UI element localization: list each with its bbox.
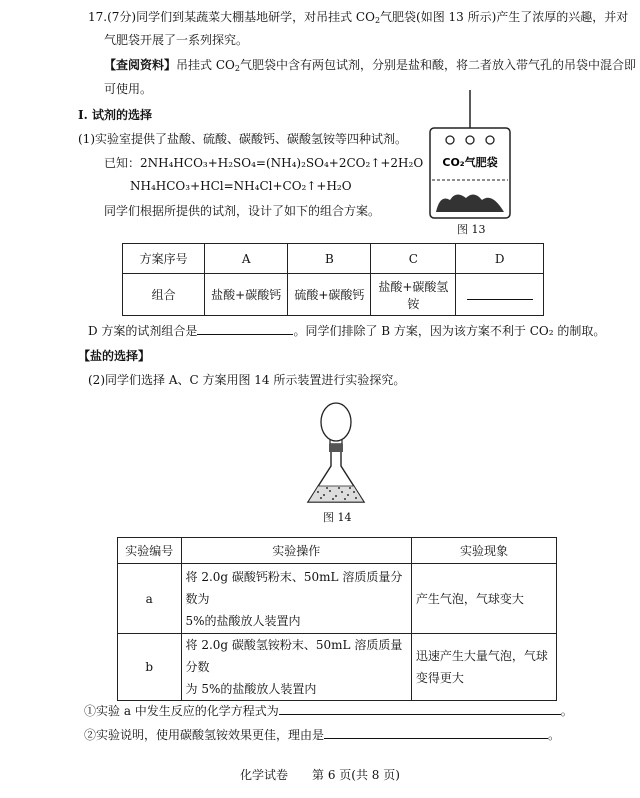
exp-operation: 将 2.0g 碳酸氢铵粉末、50mL 溶质质量分数 为 5%的盐酸放人装置内 — [181, 634, 411, 701]
scheme-table — [122, 243, 544, 316]
info-line2: 可使用。 — [104, 82, 153, 96]
equation-1: 已知：2NH₄HCO₃+H₂SO₄=(NH₄)₂SO₄+2CO₂↑+2H₂O — [104, 156, 424, 170]
reason-answer-blank[interactable] — [324, 726, 548, 739]
exp-id: a — [118, 564, 182, 634]
section1-title: I. 试剂的选择 — [78, 108, 152, 122]
question-score: (7分) — [107, 10, 137, 24]
table1-header-cell: C — [371, 244, 456, 274]
exp-result: 产生气泡，气球变大 — [411, 564, 556, 634]
d-answer-blank[interactable] — [197, 322, 293, 335]
table-row — [118, 564, 557, 634]
footer-subject: 化学试卷 — [240, 768, 289, 782]
table-row — [118, 634, 557, 701]
bag-label: CO₂气肥袋 — [442, 156, 498, 169]
q2-text: (2)同学们选择 A、C 方案用图 14 所示装置进行实验探究。 — [88, 373, 406, 387]
info-label: 【查阅资料】 — [104, 58, 177, 72]
section2-title: 【盐的选择】 — [78, 349, 151, 363]
equation-2: NH₄HCO₃+HCl=NH₄Cl+CO₂↑+H₂O — [130, 179, 352, 193]
table1-cell: 盐酸+碳酸氢铵 — [371, 274, 456, 316]
footer-page: 第 6 页(共 8 页) — [312, 768, 400, 782]
sub-question-1: ①实验 a 中发生反应的化学方程式为 。 — [84, 704, 573, 718]
footer — [240, 767, 400, 783]
sub-question-2: ②实验说明，使用碳酸氢铵效果更佳，理由是 。 — [84, 728, 561, 742]
q1-text: (1)实验室提供了盐酸、硫酸、碳酸钙、碳酸氢铵等四种试剂。 — [78, 132, 408, 146]
table1-cell: 硫酸+碳酸钙 — [288, 274, 371, 316]
table2-header-cell: 实验操作 — [181, 538, 411, 564]
design-text: 同学们根据所提供的试剂，设计了如下的组合方案。 — [104, 204, 381, 218]
exp-id: b — [118, 634, 182, 701]
table1-header-cell: 方案序号 — [123, 244, 205, 274]
d-question: D 方案的试剂组合是 。同学们排除了 B 方案，因为该方案不利于 CO₂ 的制取。 — [88, 324, 606, 338]
figure14-caption: 图 14 — [323, 511, 352, 524]
question-number: 17. — [88, 10, 108, 24]
figure13-co2-bag — [420, 90, 520, 240]
question-intro-line2: 气肥袋开展了一系列探究。 — [104, 33, 249, 47]
exp-result: 迅速产生大量气泡，气球 变得更大 — [411, 634, 556, 701]
table2-header-cell: 实验编号 — [118, 538, 182, 564]
table1-answer-blank[interactable] — [456, 274, 544, 316]
figure13-caption: 图 13 — [457, 223, 486, 236]
question-intro-line1: 17.(7分)同学们到某蔬菜大棚基地研学，对吊挂式 $CO_2$气肥袋(如图 13 所示)产生了浓厚的兴趣，并对 — [88, 10, 629, 25]
table1-header-cell: A — [205, 244, 288, 274]
exp-operation: 将 2.0g 碳酸钙粉末、50mL 溶质质量分数为 5%的盐酸放人装置内 — [181, 564, 411, 634]
table2-header-cell: 实验现象 — [411, 538, 556, 564]
figure14-flask — [296, 400, 376, 510]
info-line1: 【查阅资料】吊挂式 $CO_2$气肥袋中含有两包试剂，分别是盐和酸，将二者放入带气孔的吊袋中混合即 — [104, 58, 636, 73]
equation-answer-blank[interactable] — [279, 702, 561, 715]
table1-header-cell: D — [456, 244, 544, 274]
table1-cell: 组合 — [123, 274, 205, 316]
table1-cell: 盐酸+碳酸钙 — [205, 274, 288, 316]
experiment-table — [117, 537, 557, 701]
table1-header-cell: B — [288, 244, 371, 274]
